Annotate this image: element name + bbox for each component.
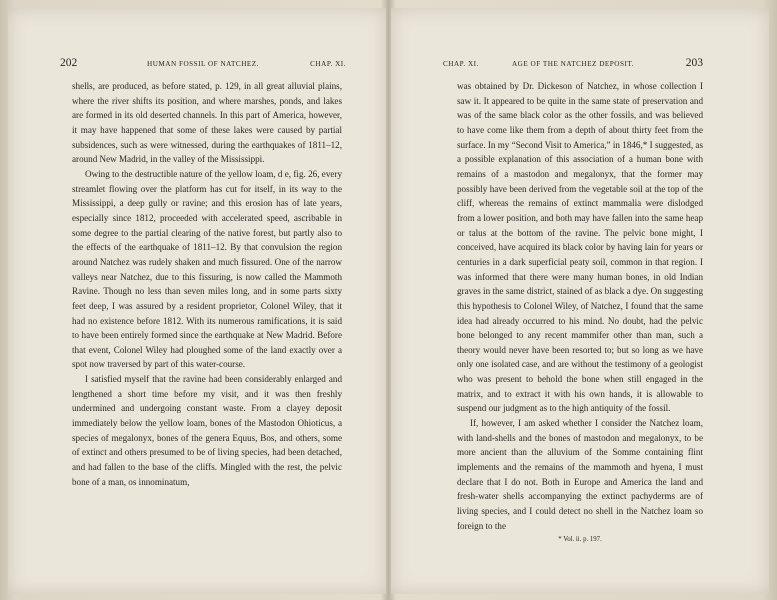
paragraph: shells, are produced, as before stated, p. 129, in all great alluvial plains, where the river shifts its position, and where marshes, ponds, and lakes are formed in its old deserted channels. In this part of America, however, it may have happened that some of these lakes were caused by partial subsidences, such as were witnessed, during the earthquakes of 1811–12, around New Madrid, in the valley of the Mississippi.	[72, 81, 342, 165]
paragraph: Owing to the destructible nature of the yellow loam, d e, fig. 26, every streamlet flowing over the platform has cut for itself, in its way to the Mississippi, a deep gully or ravine; and this erosion has of late years, especially since 1812, proceeded with accelerated speed, ascribable in some degree to the partial clearing of the native forest, but partly also to the effects of the earthquake of 1811–12. By that convulsion the region around Natchez was rudely shaken and much fissured. One of the narrow valleys near Natchez, due to this fissuring, is now called the Mammoth Ravine. Though no less than seven miles long, and in some parts sixty feet deep, I was assured by a resident proprietor, Colonel Wiley, that it had no existence before 1812. With its numerous ramifications, it is said to have been entirely formed since the earthquake at New Madrid. Before that event, Colonel Wiley had ploughed some of the land exactly over a spot now traversed by part of this water-course.	[72, 168, 342, 370]
left-page-body	[72, 79, 342, 489]
left-page	[8, 8, 386, 594]
left-page-header	[60, 57, 346, 74]
page-number: 202	[60, 57, 78, 69]
footnote: * Vol. ii. p. 197.	[558, 536, 602, 544]
paragraph: I satisfied myself that the ravine had been considerably enlarged and lengthened a short time before my visit, and it was then freshly undermined and undergoing constant waste. From a clayey deposit immediately below the yellow loam, bones of the Mastodon Ohioticus, a species of megalonyx, bones of the genera Equus, Bos, and others, some of extinct and others presumed to be of living species, had been detached, and had fallen to the base of the cliffs. Mingled with the rest, the pelvic bone of a man, os innominatum,	[72, 374, 342, 487]
right-page	[391, 8, 769, 594]
chapter-label: CHAP. XI.	[443, 60, 479, 68]
running-title: AGE OF THE NATCHEZ DEPOSIT.	[511, 60, 635, 68]
page-number: 203	[685, 57, 703, 69]
chapter-label: CHAP. XI.	[310, 60, 346, 68]
paragraph: was obtained by Dr. Dickeson of Natchez, in whose collection I saw it. It appeared to be quite in the same state of preservation and was of the same black color as the other fossils, and was believed to have come like them from a depth of about thirty feet from the surface. In my “Second Visit to America,” in 1846,* I suggested, as a possible explanation of this association of a human bone with remains of a mastodon and megalonyx, that the former may possibly have been derived from the vegetable soil at the top of the cliff, whereas the remains of extinct mammalia were dislodged from a lower position, and both may have fallen into the same heap or talus at the bottom of the ravine. The pelvic bone might, I conceived, have acquired its black color by having lain for years or centuries in a dark superficial peaty soil, common in that region. I was informed that there were many human bones, in old Indian graves in the same district, stained of as black a dye. On suggesting this hypothesis to Colonel Wiley, of Natchez, I found that the same idea had already occurred to his mind. No doubt, had the pelvic bone belonged to any recent mammifer other than man, such a theory would never have been resorted to; but so long as we have only one isolated case, and are without the testimony of a geologist who was present to behold the bone when still engaged in the matrix, and to extract it with his own hands, it is allowable to suspend our judgment as to the high antiquity of the fossil.	[457, 81, 703, 414]
right-page-header	[443, 57, 703, 74]
right-page-body	[457, 79, 703, 545]
running-title: HUMAN FOSSIL OF NATCHEZ.	[147, 60, 259, 68]
paragraph: If, however, I am asked whether I consider the Natchez loam, with land-shells and the bones of mastodon and megalonyx, to be more ancient than the alluvium of the Somme containing flint implements and the remains of the mammoth and hyena, I must declare that I do not. Both in Europe and America the land and fresh-water shells accompanying the extinct pachyderms are of living species, and I could detect no shell in the Natchez loam so foreign to the	[457, 418, 703, 531]
